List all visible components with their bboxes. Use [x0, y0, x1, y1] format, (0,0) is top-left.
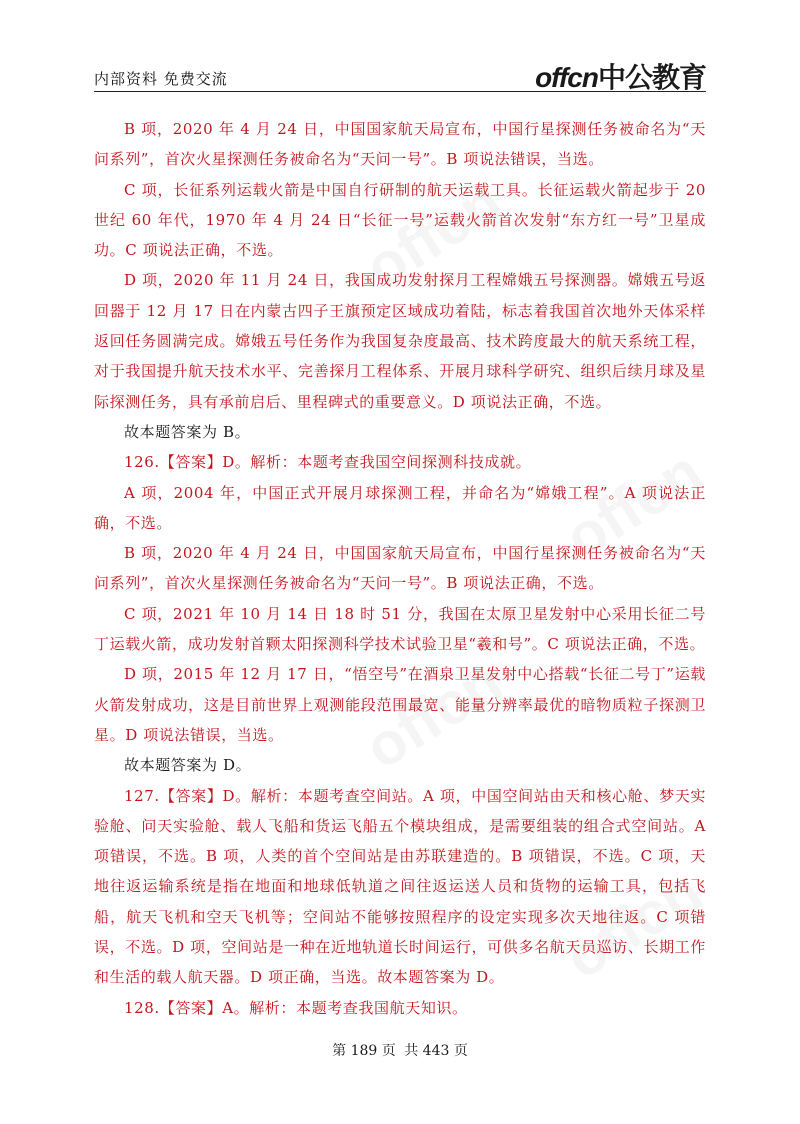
page-header [94, 62, 706, 92]
watermark: offcn [553, 437, 714, 572]
paragraph: 126.【答案】D。解析：本题考查我国空间探测科技成就。 [124, 453, 532, 472]
paragraph: C 项，2021 年 10 月 14 日 18 时 51 分，我国在太原卫星发射中心采用长征二号丁运载火箭，成功发射首颗太阳探测科学技术试验卫星“羲和号”。C 项说法正确，不选。 [94, 604, 706, 654]
paragraph: 故本题答案为 D。 [124, 756, 252, 775]
header-label: 内部资料 免费交流 [94, 70, 228, 88]
watermark: offcn [553, 857, 714, 992]
page-number: 第 189 页 [332, 1043, 396, 1059]
page-footer [0, 1040, 800, 1060]
paragraph: D 项，2020 年 11 月 24 日，我国成功发射探月工程嫦娥五号探测器。嫦娥五号返回器于 12 月 17 日在内蒙古四子王旗预定区域成功着陆，标志着我国首次地外天体采样返回任务圆满完成。嫦娥五号任务作为我国复杂度最高、技术跨度最大的航天系统工程，对于我国提升航天技术水平、完善探月工程体系、开展月球科学研究、组织后续月球及星际探测任务，具有承前启后、里程碑式的重要意义。D 项说法正确，不选。 [94, 271, 706, 411]
logo-latin: offcn [535, 62, 598, 93]
paragraph: A 项，2004 年，中国正式开展月球探测工程，并命名为“嫦娥工程”。A 项说法正确，不选。 [94, 483, 706, 532]
watermark: offcn [353, 647, 514, 782]
logo-cn: 中公教育 [597, 62, 706, 93]
paragraph: 128.【答案】A。解析：本题考查我国航天知识。 [124, 998, 468, 1017]
paragraph: 127.【答案】D。解析：本题考查空间站。A 项，中国空间站由天和核心舱、梦天实验舱、问天实验舱、载人飞船和货运飞船五个模块组成，是需要组装的组合式空间站。A 项错误，不选。B 项，人类的首个空间站是由苏联建造的。B 项错误，不选。C 项，天地往返运输系统是指在地面和地球低轨道之间往返运送人员和货物的运输工具，包括飞船，航天飞机和空天飞机等；空间站不能够按照程序的设定实现多次天地往返。C 项错误，不选。D 项，空间站是一种在近地轨道长时间运行，可供多名航天员巡访、长期工作和生活的载人航天器。D 项正确，当选。故本题答案为 D。 [94, 786, 706, 987]
paragraph: C 项，长征系列运载火箭是中国自行研制的航天运载工具。长征运载火箭起步于 20 世纪 60 年代，1970 年 4 月 24 日“长征一号”运载火箭首次发射“东方红一号”卫星成功。C 项说法正确，不选。 [94, 180, 706, 260]
page-total: 共 443 页 [404, 1043, 468, 1059]
paragraph: B 项，2020 年 4 月 24 日，中国国家航天局宣布，中国行星探测任务被命名为“天问系列”，首次火星探测任务被命名为“天问一号”。B 项说法正确，不选。 [94, 544, 706, 593]
document-body [94, 114, 706, 1023]
header-divider [94, 91, 706, 92]
paragraph: 故本题答案为 B。 [124, 422, 251, 441]
paragraph: B 项，2020 年 4 月 24 日，中国国家航天局宣布，中国行星探测任务被命名为“天问系列”，首次火星探测任务被命名为“天问一号”。B 项说法错误，当选。 [94, 120, 706, 169]
paragraph: D 项，2015 年 12 月 17 日，“悟空号”在酒泉卫星发射中心搭载“长征二号丁”运载火箭发射成功，这是目前世界上观测能段范围最宽、能量分辨率最优的暗物质粒子探测卫星。D 项说法错误，当选。 [94, 665, 706, 744]
watermark: offcn [353, 167, 514, 302]
offcn-logo [535, 56, 706, 96]
